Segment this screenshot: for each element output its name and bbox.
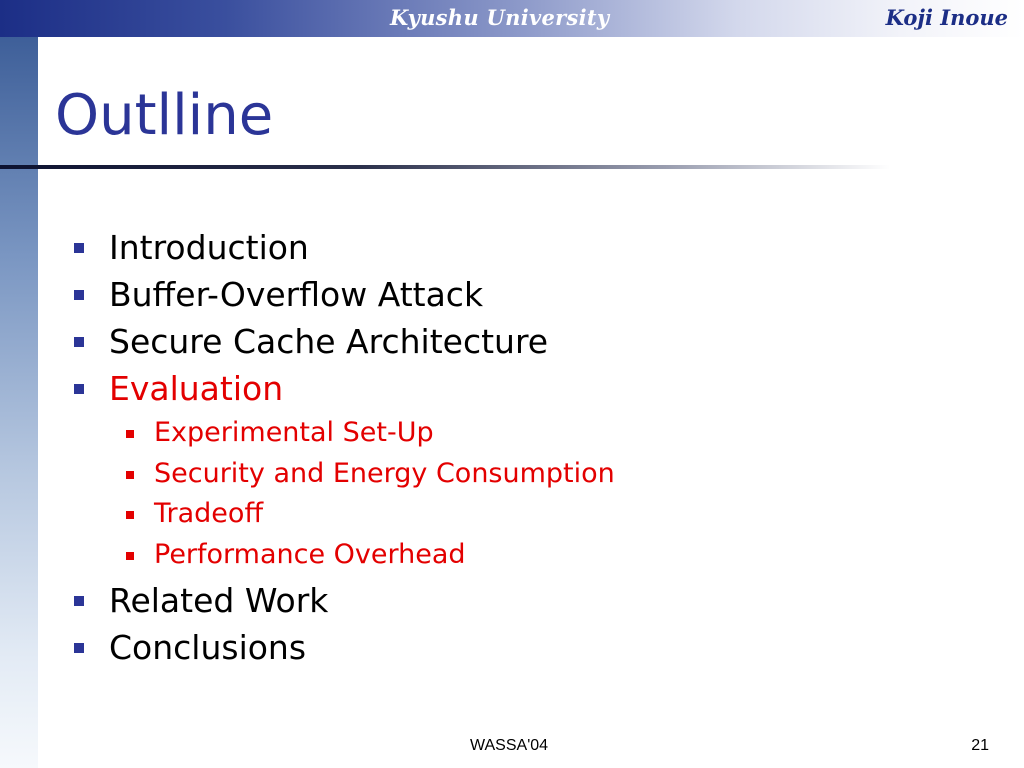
author-name: Koji Inoue [885,5,1008,30]
left-accent-bar [0,37,38,768]
title-divider [0,165,890,169]
outline-item-secure-cache-architecture [70,319,615,366]
institution-name: Kyushu University [390,5,610,30]
square-bullet-icon [74,337,84,347]
header-bar [0,0,1024,37]
square-bullet-icon [74,596,84,606]
outline-item-label: Secure Cache Architecture [109,322,549,361]
outline-item-label: Buffer-Overflow Attack [109,275,484,314]
outline-item-evaluation [70,366,615,413]
slide-title: Outlline [55,83,274,148]
sub-item-label: Tradeoff [154,498,264,529]
evaluation-subitems [70,413,615,575]
sub-item-performance-overhead [70,535,615,576]
outline-list [70,225,615,672]
sub-outline-list [70,413,615,575]
outline-item-label: Related Work [109,581,329,620]
sub-item-label: Security and Energy Consumption [154,457,615,489]
sub-item-label: Performance Overhead [154,538,466,570]
page-number: 21 [971,737,989,754]
outline-item-introduction [70,225,615,272]
sub-item-label: Experimental Set-Up [154,417,434,448]
square-bullet-icon [126,511,134,519]
square-bullet-icon [126,430,134,438]
sub-item-security-and-energy-consumption [70,454,615,495]
square-bullet-icon [126,471,134,479]
square-bullet-icon [74,643,84,653]
outline-item-buffer-overflow-attack [70,272,615,319]
square-bullet-icon [126,552,134,560]
square-bullet-icon [74,243,84,253]
square-bullet-icon [74,290,84,300]
sub-item-tradeoff [70,494,615,535]
footer-venue: WASSA'04 [470,737,549,754]
outline-item-label: Conclusions [109,628,307,667]
sub-item-experimental-set-up [70,413,615,454]
square-bullet-icon [74,384,84,394]
outline-item-related-work [70,578,615,625]
outline-item-label: Introduction [109,228,309,267]
outline-item-label: Evaluation [109,369,284,408]
outline-item-conclusions [70,625,615,672]
